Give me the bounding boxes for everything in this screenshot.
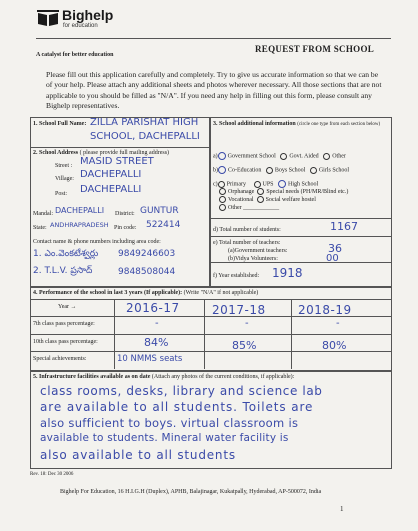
post-value[interactable]: DACHEPALLI (80, 184, 142, 195)
teachers-label: e) Total number of teachers: (213, 240, 281, 246)
type-a-row: a) Government School Govt. Aided Other (213, 153, 346, 160)
page-number: 1 (340, 505, 344, 513)
type-c-row1: c) Primary UPS High School (213, 181, 319, 188)
type-c-row3: Vocational Social welfare hostel (219, 196, 316, 203)
footer-address: Bighelp For Education, 16 H.I.G.H (Duplex), APHB, Balajinagar, Kukatpally, Hyderabad, AP-500072, India (60, 489, 322, 495)
contact2-name[interactable]: 2. T.L.V. ప్రసాద్ (33, 266, 93, 276)
divider (210, 218, 391, 219)
header-divider (36, 38, 391, 39)
village-value[interactable]: DACHEPALLI (80, 169, 142, 180)
ups-radio[interactable] (254, 181, 261, 188)
govt-aided-radio[interactable] (280, 153, 287, 160)
boys-radio[interactable] (266, 167, 273, 174)
volunteers-label: (b)Vidya Volunteers: (228, 256, 278, 262)
primary-radio[interactable] (218, 181, 225, 188)
infra-line-1[interactable]: class rooms, desks, library and science lab (40, 384, 323, 398)
revision-label: Rev. 18: Dec 30 2006 (30, 472, 74, 477)
type-c-row2: Orphanage Special needs (PH/MR/Blind etc.) (219, 188, 348, 195)
post-label: Post: (55, 191, 68, 197)
other-radio[interactable] (219, 204, 226, 211)
special-needs-radio[interactable] (257, 188, 264, 195)
school-details-box (30, 117, 210, 287)
volunteers-value[interactable]: 00 (326, 253, 339, 264)
other-type-radio[interactable] (323, 153, 330, 160)
school-address-label: 2. School Address ( please provide full mailing address) (33, 150, 170, 156)
form-title: REQUEST FROM SCHOOL (255, 44, 375, 54)
divider (30, 299, 391, 300)
special-label: Special achievements: (33, 356, 87, 362)
school-name-line1[interactable]: ZILLA PARISHAT HIGH (90, 117, 199, 128)
state-value[interactable]: ANDHRAPRADESH (50, 221, 109, 229)
divider (30, 334, 391, 335)
divider (114, 299, 115, 369)
pass10-col2[interactable]: 85% (232, 339, 257, 352)
pass10-col1[interactable]: 84% (144, 336, 169, 349)
pass10-label: 10th class pass percentage: (33, 339, 98, 345)
infrastructure-label: 5. Infrastructure facilities available as on date (Attach any photos of the current conditions, if applicable): (33, 374, 295, 380)
street-value[interactable]: MASID STREET (80, 156, 154, 167)
social-welfare-radio[interactable] (257, 196, 264, 203)
street-label: Street : (55, 163, 73, 169)
gov-teachers-value[interactable]: 36 (328, 242, 342, 255)
pin-label: Pin code: (114, 225, 137, 231)
divider (291, 299, 292, 369)
high-school-radio[interactable] (278, 180, 286, 188)
brand-name: Bighelp (62, 7, 114, 23)
year-col-3: 2018-19 (298, 303, 352, 317)
year-established-label: f) Year established: (213, 273, 260, 279)
district-label: District: (115, 211, 135, 217)
divider (210, 262, 391, 263)
tagline: A catalyst for better education (36, 52, 114, 58)
divider (210, 236, 391, 237)
special-col1[interactable]: 10 NMMS seats (117, 354, 183, 364)
contact2-phone[interactable]: 9848508044 (118, 267, 176, 277)
govt-school-radio[interactable] (218, 152, 226, 160)
pass7-col3[interactable]: - (336, 318, 340, 329)
year-header: Year → (58, 304, 77, 310)
pass7-col2[interactable]: - (245, 318, 249, 329)
district-value[interactable]: GUNTUR (140, 206, 179, 216)
coed-radio[interactable] (218, 166, 226, 174)
type-c-row4: Other ____________ (219, 204, 279, 211)
mandal-value[interactable]: DACHEPALLI (55, 206, 105, 215)
school-name-line2[interactable]: SCHOOL, DACHEPALLI (90, 131, 200, 142)
contact1-phone[interactable]: 9849246603 (118, 249, 176, 259)
contacts-label: Contact name & phone numbers including area code: (33, 239, 161, 245)
infra-line-2[interactable]: are available to all students. Toilets are (40, 400, 314, 414)
infra-line-3[interactable]: also sufficient to boys. virtual classroom is (40, 416, 299, 430)
gov-teachers-label: (a)Government teachers: (228, 248, 288, 254)
pass7-col1[interactable]: - (155, 318, 159, 329)
divider (30, 147, 209, 148)
bighelp-logo-icon (36, 8, 60, 28)
year-established-value[interactable]: 1918 (272, 266, 303, 280)
state-label: State: (33, 225, 47, 231)
additional-info-label: 3. School additional information (circle one type from each section below) (213, 121, 381, 127)
infra-line-5[interactable]: also available to all students (40, 448, 236, 462)
contact1-name[interactable]: 1. ఎం.వెంకటేశ్వర్లు (33, 249, 99, 259)
intro-paragraph: Please fill out this application carefully and completely. Try to give us accurate information so that we can be of your help. Please attach any additional sheets and photos wherever necessary. All those sections that are not applicable to you should be filled as "N/A". If you need any help in filling out this form, please consult any Bighelp representatives. (46, 70, 382, 111)
divider (204, 299, 205, 369)
type-b-row: b) Co-Education Boys School Girls School (213, 167, 350, 174)
students-value[interactable]: 1167 (330, 220, 358, 233)
pass7-label: 7th class pass percentage: (33, 321, 95, 327)
pin-value[interactable]: 522414 (146, 220, 181, 230)
vocational-radio[interactable] (219, 196, 226, 203)
performance-label: 4. Performance of the school in last 3 years (If applicable): (Write "N/A" if not applicable) (33, 290, 259, 296)
pass10-col3[interactable]: 80% (322, 339, 347, 352)
students-label: d) Total number of students: (213, 227, 281, 233)
infra-line-4[interactable]: available to students. Mineral water facility is (40, 432, 289, 444)
mandal-label: Mandal: (33, 211, 53, 217)
village-label: Village: (55, 176, 74, 182)
orphanage-radio[interactable] (219, 188, 226, 195)
year-col-2: 2017-18 (212, 303, 266, 317)
year-col-1: 2016-17 (126, 301, 180, 315)
brand-subtitle: for education (63, 23, 98, 29)
school-name-label: 1. School Full Name: (33, 121, 87, 127)
girls-radio[interactable] (310, 167, 317, 174)
